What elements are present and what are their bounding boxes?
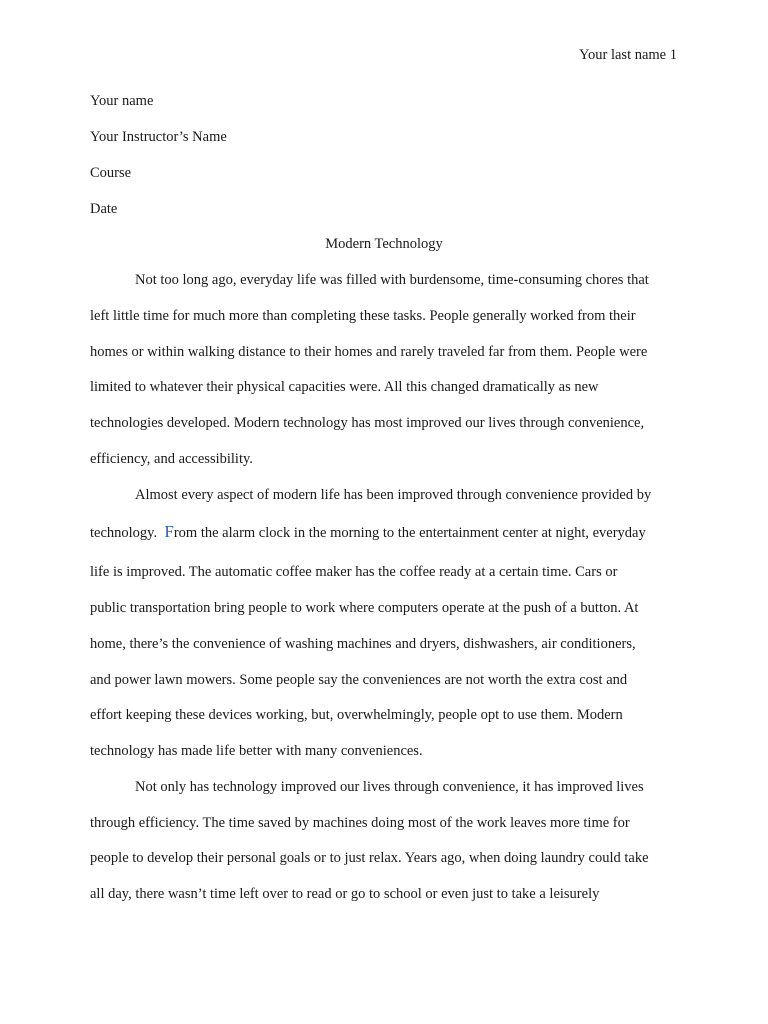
highlighted-letter: F [164,522,174,541]
essay-title: Modern Technology [325,236,443,252]
student-name: Your name [90,93,154,109]
paragraph-2-line-5: home, there’s the convenience of washing machines and dryers, dishwashers, air conditioners, [90,636,636,652]
paragraph-3-line-4: all day, there wasn’t time left over to read or go to school or even just to take a leisurely [90,886,600,902]
paragraph-1-line-1: Not too long ago, everyday life was filled with burdensome, time-consuming chores that [135,272,649,288]
paragraph-2-line-2-rest: rom the alarm clock in the morning to the entertainment center at night, everyday [173,525,646,541]
mla-heading [90,91,680,235]
paragraph-1-line-2: left little time for much more than completing these tasks. People generally worked from their [90,308,636,324]
date: Date [90,201,118,217]
paragraph-2-line-2-start: technology. [90,525,165,541]
paragraph-1-line-6: efficiency, and accessibility. [90,451,253,467]
running-head: Your last name 1 [578,47,677,63]
paragraph-2-line-6: and power lawn mowers. Some people say the conveniences are not worth the extra cost and [90,672,628,688]
paragraph-2-line-8: technology has made life better with many conveniences. [90,743,423,759]
paragraph-2-line-7: effort keeping these devices working, but, overwhelmingly, people opt to use them. Modern [90,707,623,723]
paragraph-2-line-1: Almost every aspect of modern life has been improved through convenience provided by [135,487,652,503]
paragraph-2-line-3: life is improved. The automatic coffee maker has the coffee ready at a certain time. Cars or [90,564,618,580]
paragraph-3-line-1: Not only has technology improved our lives through convenience, it has improved lives [135,779,644,795]
paragraph-1-line-3: homes or within walking distance to their homes and rarely traveled far from them. People were [90,344,648,360]
paragraph-3-line-3: people to develop their personal goals or to just relax. Years ago, when doing laundry could take [90,850,649,866]
paragraph-1-line-5: technologies developed. Modern technology has most improved our lives through convenience, [90,415,645,431]
instructor-name: Your Instructor’s Name [90,129,227,145]
paragraph-3-line-2: through efficiency. The time saved by machines doing most of the work leaves more time for [90,815,630,831]
paragraph-2-line-2 [90,522,646,542]
paragraph-1-line-4: limited to whatever their physical capacities were. All this changed dramatically as new [90,379,599,395]
paragraph-2-line-4: public transportation bring people to work where computers operate at the push of a button. At [90,600,639,616]
course-name: Course [90,165,132,181]
